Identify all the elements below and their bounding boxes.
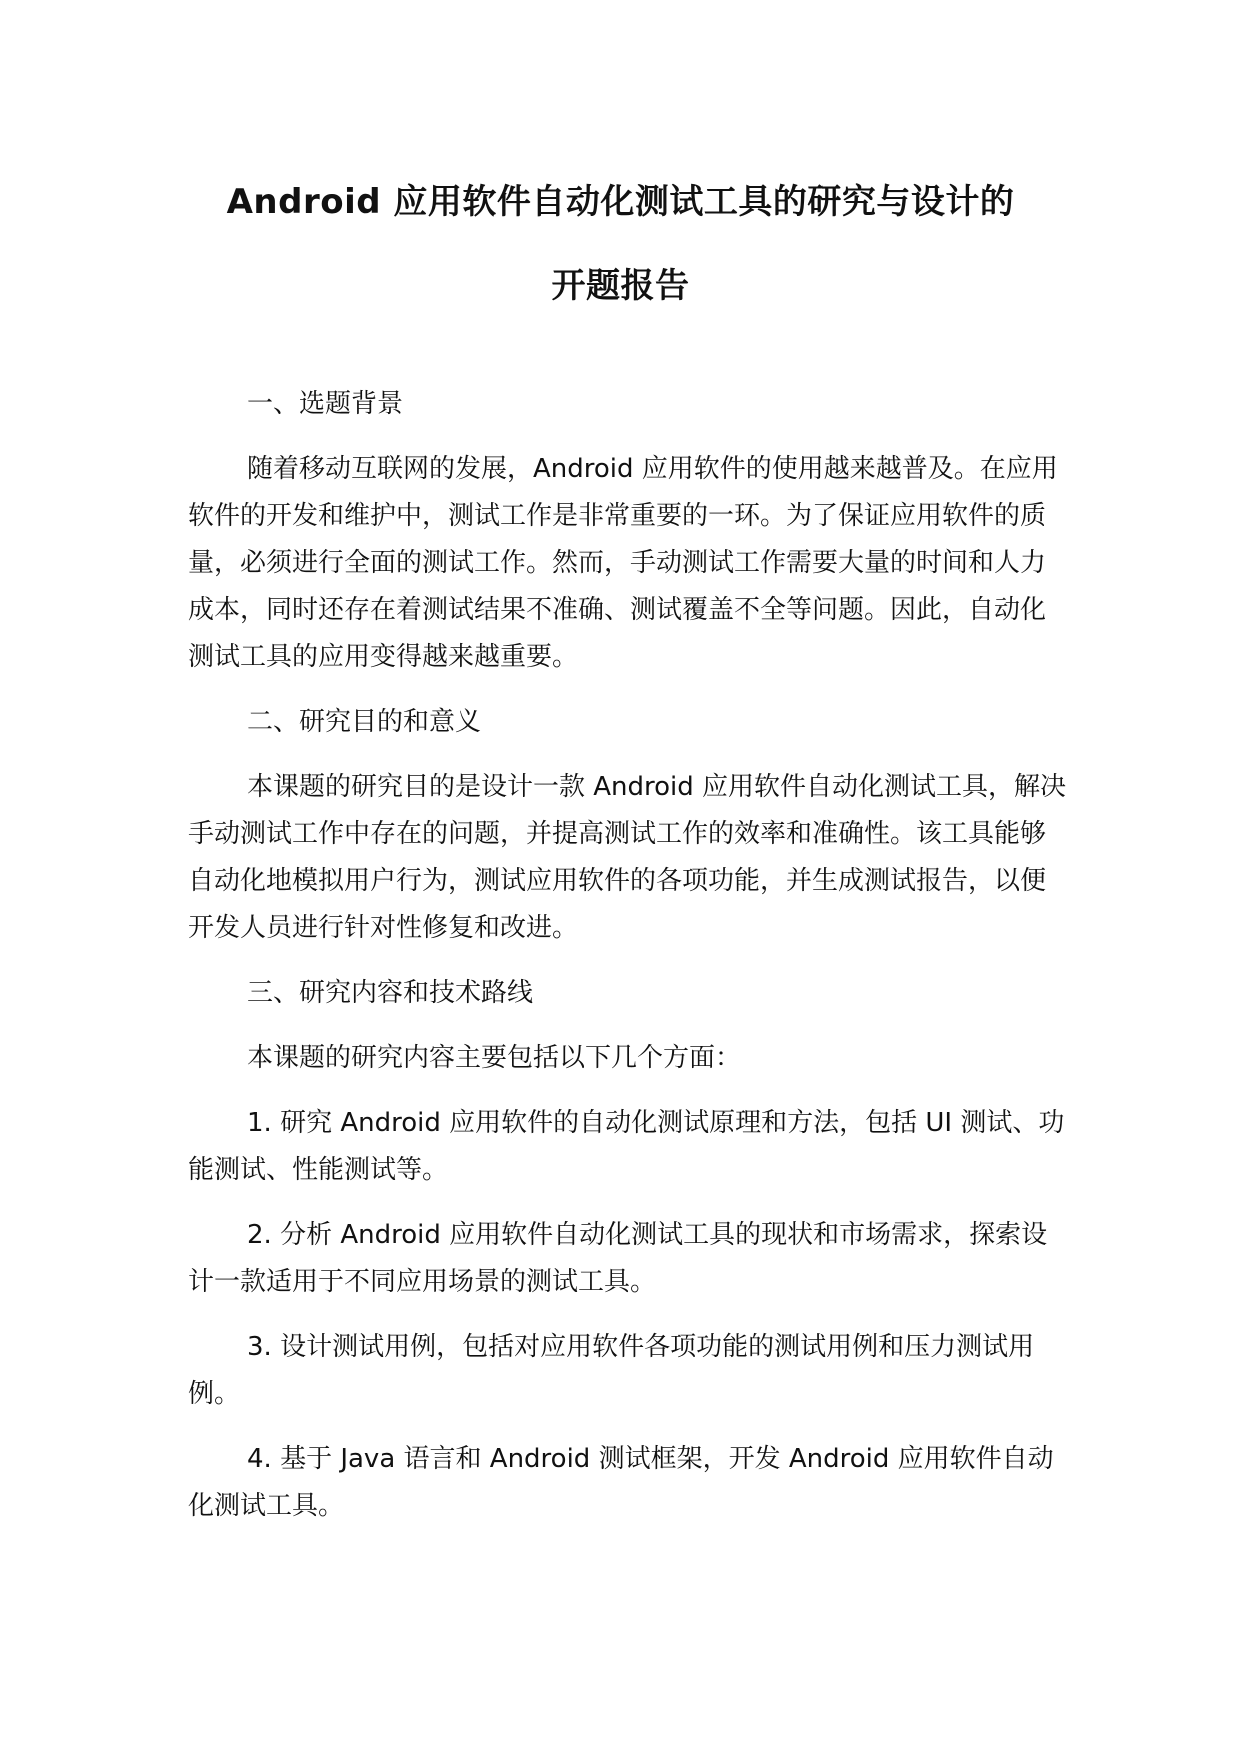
list-item-3: 3. 设计测试用例，包括对应用软件各项功能的测试用例和压力测试用例。 bbox=[188, 1332, 1035, 1409]
paragraph-background: 随着移动互联网的发展，Android 应用软件的使用越来越普及。在应用软件的开发和维护中，测试工作是非常重要的一环。为了保证应用软件的质量，必须进行全面的测试工作。然而，手动测试工作需要大量的时间和人力成本，同时还存在着测试结果不准确、测试覆盖不全等问题。因此，自动化测试工具的应用变得越来越重要。 bbox=[188, 454, 1058, 672]
list-item-2: 2. 分析 Android 应用软件自动化测试工具的现状和市场需求，探索设计一款适用于不同应用场景的测试工具。 bbox=[188, 1220, 1048, 1297]
document-title-line-1: Android 应用软件自动化测试工具的研究与设计的 bbox=[226, 182, 1015, 222]
section-heading-background: 一、选题背景 bbox=[247, 389, 404, 419]
paragraph-content-intro: 本课题的研究内容主要包括以下几个方面： bbox=[247, 1043, 742, 1073]
paragraph-purpose: 本课题的研究目的是设计一款 Android 应用软件自动化测试工具，解决手动测试工作中存在的问题，并提高测试工作的效率和准确性。该工具能够自动化地模拟用户行为，测试应用软件的各项功能，并生成测试报告，以便开发人员进行针对性修复和改进。 bbox=[188, 772, 1067, 943]
section-heading-content: 三、研究内容和技术路线 bbox=[247, 978, 534, 1008]
section-heading-purpose: 二、研究目的和意义 bbox=[247, 707, 482, 737]
document-title-line-2: 开题报告 bbox=[551, 266, 690, 306]
list-item-1: 1. 研究 Android 应用软件的自动化测试原理和方法，包括 UI 测试、功能测试、性能测试等。 bbox=[188, 1108, 1065, 1185]
document-body bbox=[188, 381, 1068, 1530]
list-item-4: 4. 基于 Java 语言和 Android 测试框架，开发 Android 应用软件自动化测试工具。 bbox=[188, 1444, 1054, 1521]
